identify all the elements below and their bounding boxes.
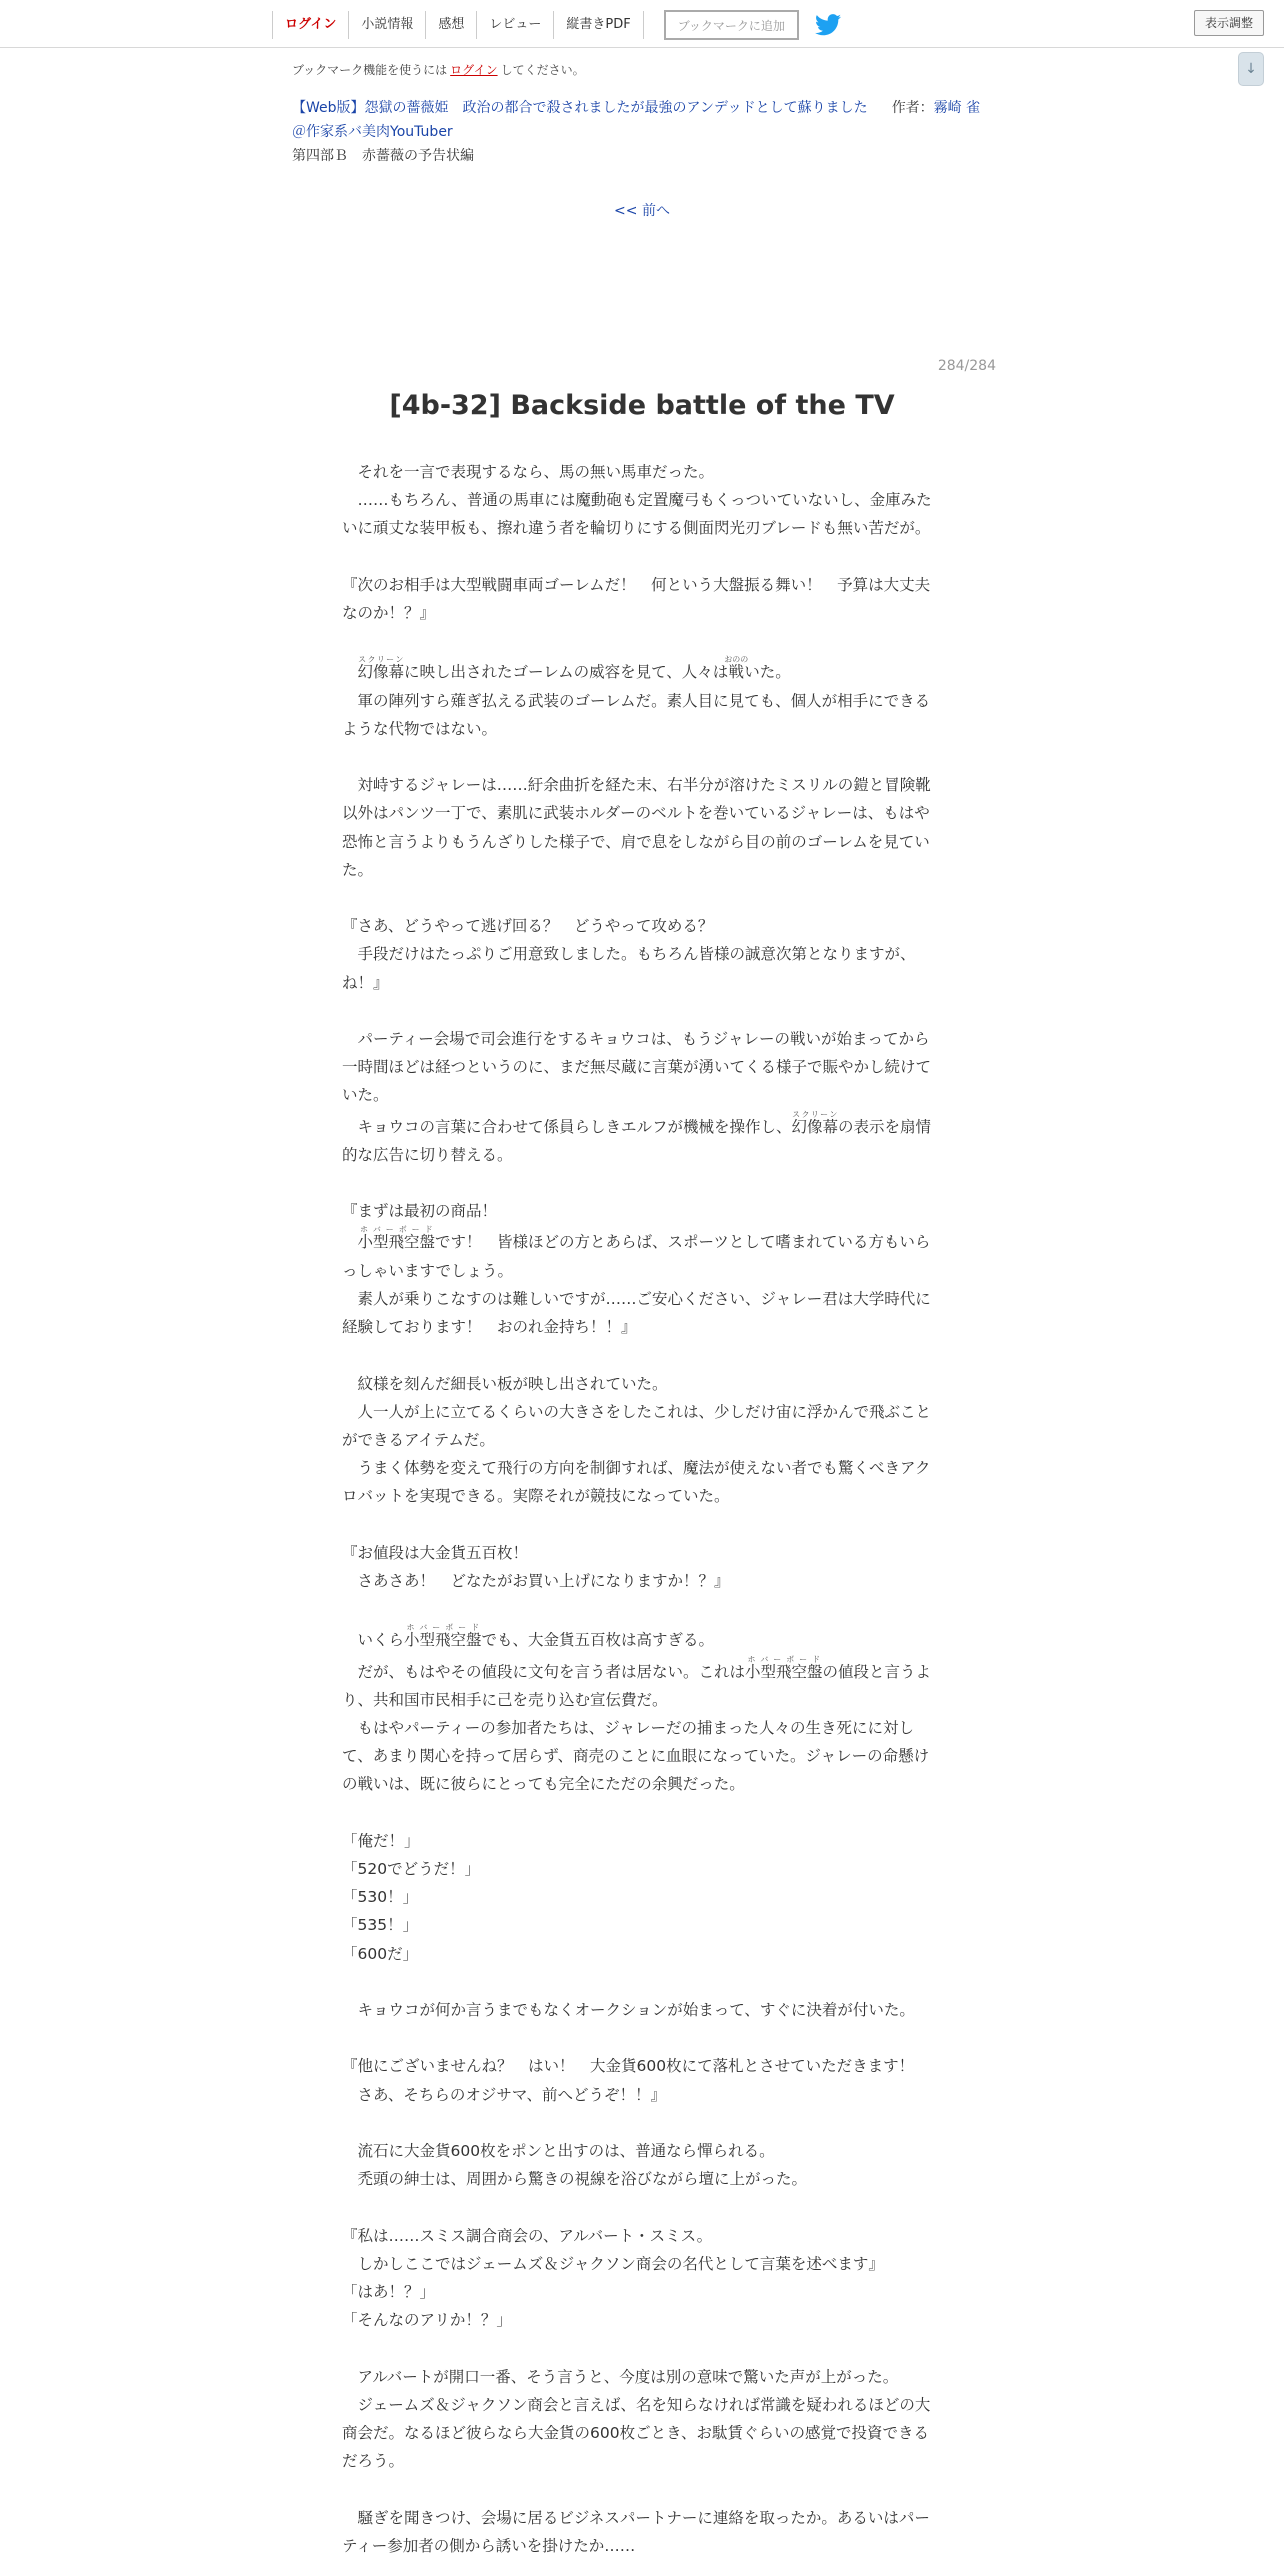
body-paragraph: もはやパーティーの参加者たちは、ジャレーだの捕まった人々の生き死にに対して、あまり関心を持って居らず、商売のことに血眼になっていた。ジャレーの命懸けの戦いは、既に彼らにとっても完全にただの余興だった。 xyxy=(342,1718,930,1794)
body-paragraph: 紋様を刻んだ細長い板が映し出されていた。 xyxy=(342,1374,668,1393)
novel-title-link[interactable]: 【Web版】怨獄の薔薇姫 政治の都合で殺されましたが最強のアンデッドとして蘇りました xyxy=(292,100,868,116)
chapter-name: 第四部Ｂ 赤薔薇の予告状編 xyxy=(292,148,474,164)
body-paragraph: ……もちろん、普通の馬車には魔動砲も定置魔弓もくっついていないし、金庫みたいに頑丈な装甲板も、擦れ違う者を輪切りにする側面閃光刃ブレードも無い苦だが。 xyxy=(342,491,932,538)
login-link[interactable]: ログイン xyxy=(272,11,348,39)
body-paragraph: うまく体勢を変えて飛行の方向を制御すれば、魔法が使えない者でも驚くべきアクロバットを実現できる。実際それが競技になっていた。 xyxy=(342,1459,931,1506)
body-paragraph: 『さあ、どうやって逃げ回る？ どうやって攻める？ xyxy=(342,917,714,936)
body-paragraph xyxy=(342,2024,942,2052)
notice-text-before: ブックマーク機能を使うには xyxy=(292,63,448,77)
page-counter: 284/284 xyxy=(937,358,996,374)
body-paragraph xyxy=(342,2334,942,2362)
body-paragraph: 素人が乗りこなすのは難しいですが……ご安心ください、ジャレー君は大学時代に経験しております！ おのれ金持ち！！』 xyxy=(342,1289,931,1337)
author-subtitle-link[interactable]: ＠作家系バ美肉YouTuber xyxy=(292,124,453,140)
add-bookmark-button[interactable]: ブックマークに追加 xyxy=(664,10,799,40)
previous-page-link[interactable]: << 前へ xyxy=(614,203,670,219)
body-paragraph: だが、もはやその値段に文句を言う者は居ない。これは小型飛空盤ホバーボードの値段と言うより、共和国市民相手に己を売り込む宣伝費だ。 xyxy=(342,1654,932,1709)
body-paragraph: アルバートが開口一番、そう言うと、今度は別の意味で驚いた声が上がった。 xyxy=(342,2367,899,2386)
vertical-pdf-link[interactable]: 縦書きPDF xyxy=(553,11,643,39)
body-paragraph xyxy=(342,1341,942,1369)
body-paragraph: 「530！」 xyxy=(342,1888,419,1907)
body-paragraph xyxy=(342,1968,942,1996)
notice-text-after: してください。 xyxy=(500,63,585,77)
body-paragraph: 小型飛空盤ホバーボードです！ 皆様ほどの方とあらば、スポーツとして嗜まれている方もいらっしゃいますでしょう。 xyxy=(342,1225,931,1280)
body-paragraph: 「535！」 xyxy=(342,1916,419,1935)
body-paragraph xyxy=(342,884,942,912)
body-paragraph: いくら小型飛空盤ホバーボードでも、大金貨五百枚は高すぎる。 xyxy=(342,1623,715,1650)
top-navigation-bar xyxy=(0,0,1284,48)
review-link[interactable]: レビュー xyxy=(476,11,553,39)
body-paragraph xyxy=(342,1595,942,1623)
episode-title: [4b-32] Backside battle of the TV xyxy=(389,390,895,421)
scroll-down-button[interactable]: ↓ xyxy=(1238,52,1264,86)
twitter-icon[interactable] xyxy=(815,14,841,36)
body-paragraph: キョウコが何か言うまでもなくオークションが始まって、すぐに決着が付いた。 xyxy=(342,2000,915,2019)
novel-body-text xyxy=(342,458,942,2560)
bookmark-notice xyxy=(292,60,992,80)
body-paragraph: 「600だ」 xyxy=(342,1944,419,1963)
body-paragraph xyxy=(342,2109,942,2137)
body-paragraph: キョウコの言葉に合わせて係員らしきエルフが機械を操作し、幻像幕スクリーンの表示を扇情的な広告に切り替える。 xyxy=(342,1109,932,1164)
body-paragraph: 軍の陣列すら薙ぎ払える武装のゴーレムだ。素人目に見ても、個人が相手にできるような代物ではない。 xyxy=(342,691,931,738)
novel-info-link[interactable]: 小説情報 xyxy=(348,11,425,39)
body-paragraph: 『他にございませんね？ はい！ 大金貨600枚にて落札とさせていただきます！ xyxy=(342,2057,915,2076)
notice-login-link[interactable]: ログイン xyxy=(450,63,498,77)
body-paragraph xyxy=(342,627,942,655)
body-paragraph: 「はあ！？」 xyxy=(342,2283,436,2301)
body-paragraph: 「俺だ！」 xyxy=(342,1831,420,1850)
display-settings-button[interactable]: 表示調整 xyxy=(1194,10,1264,36)
novel-header xyxy=(292,60,992,168)
body-paragraph xyxy=(342,997,942,1025)
body-paragraph: さあ、そちらのオジサマ、前へどうぞ！！』 xyxy=(342,2085,666,2104)
body-paragraph xyxy=(342,2475,942,2503)
body-paragraph: 『お値段は大金貨五百枚！ xyxy=(342,1543,529,1562)
body-paragraph: それを一言で表現するなら、馬の無い馬車だった。 xyxy=(342,463,715,481)
novel-title-row xyxy=(292,96,992,120)
body-paragraph xyxy=(342,1511,942,1539)
body-paragraph: 『私は……スミス調合商会の、アルバート・スミス。 xyxy=(342,2226,713,2245)
body-paragraph: ジェームズ＆ジャクソン商会と言えば、名を知らなければ常識を疑われるほどの大商会だ。なるほど彼らなら大金貨の600枚ごとき、お駄賃ぐらいの感覚で投資できるだろう。 xyxy=(342,2395,931,2471)
body-paragraph: 対峙するジャレーは……紆余曲折を経た末、右半分が溶けたミスリルの鎧と冒険靴以外はパンツ一丁で、素肌に武装ホルダーのベルトを巻いているジャレーは、もはや恐怖と言うよりもうんざりした様子で、肩で息をしながら目の前のゴーレムを見ていた。 xyxy=(342,776,931,879)
top-nav-menu xyxy=(272,10,841,40)
body-paragraph xyxy=(342,1169,942,1197)
body-paragraph: パーティー会場で司会進行をするキョウコは、もうジャレーの戦いが始まってから一時間ほどは経つというのに、まだ無尽蔵に言葉が湧いてくる様子で賑やかし続けていた。 xyxy=(342,1030,932,1105)
body-paragraph: 『次のお相手は大型戦闘車両ゴーレムだ！ 何という大盤振る舞い！ 予算は大丈夫なのか！？』 xyxy=(342,575,931,623)
body-paragraph xyxy=(342,543,942,571)
body-paragraph: 禿頭の紳士は、周囲から驚きの視線を浴びながら壇に上がった。 xyxy=(342,2170,808,2189)
body-paragraph: 「そんなのアリか！？」 xyxy=(342,2311,512,2330)
body-paragraph: 手段だけはたっぷりご用意致しました。もちろん皆様の誠意次第となりますが、ね！』 xyxy=(342,945,916,992)
body-paragraph: さあさあ！ どなたがお買い上げになりますか！？』 xyxy=(342,1571,730,1590)
author-label: 作者： xyxy=(891,100,934,116)
body-paragraph: 騒ぎを聞きつけ、会場に居るビジネスパートナーに連絡を取ったか。あるいはパーティー参加者の側から誘いを掛けたか…… xyxy=(342,2508,930,2555)
body-paragraph xyxy=(342,743,942,771)
body-paragraph: 「520でどうだ！」 xyxy=(342,1859,481,1878)
body-paragraph: 『まずは最初の商品！ xyxy=(342,1202,498,1221)
body-paragraph: 人一人が上に立てるくらいの大きさをしたこれは、少しだけ宙に浮かんで飛ぶことができるアイテムだ。 xyxy=(342,1402,932,1449)
body-paragraph xyxy=(342,2193,942,2221)
body-paragraph: しかしここではジェームズ＆ジャクソン商会の名代として言葉を述べます』 xyxy=(342,2254,884,2273)
body-paragraph: 幻像幕スクリーンに映し出されたゴーレムの威容を見て、人々は戦おののいた。 xyxy=(357,655,791,682)
author-link[interactable]: 霧崎 雀 xyxy=(933,100,981,116)
impressions-link[interactable]: 感想 xyxy=(425,11,476,39)
body-paragraph xyxy=(342,1799,942,1827)
body-paragraph: 流石に大金貨600枚をポンと出すのは、普通なら憚られる。 xyxy=(342,2141,775,2160)
